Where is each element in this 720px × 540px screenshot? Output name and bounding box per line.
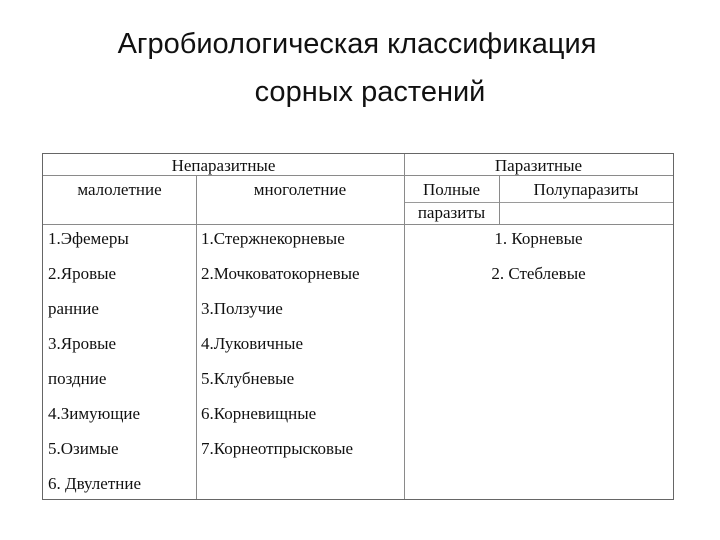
perennial-item: 1.Стержнекорневые bbox=[201, 229, 345, 248]
rule-header-3 bbox=[404, 224, 673, 225]
rule-nonparasitic-split bbox=[196, 175, 197, 499]
perennial-item: 4.Луковичные bbox=[201, 334, 303, 353]
header-perennial: многолетние bbox=[253, 180, 347, 199]
perennial-item: 3.Ползучие bbox=[201, 299, 283, 318]
classification-table bbox=[42, 153, 674, 500]
rule-header-2 bbox=[43, 224, 404, 225]
header-full-parasites-1: Полные bbox=[422, 180, 481, 199]
title-line-1: Агробиологическая классификация bbox=[117, 28, 597, 60]
annual-item: 6. Двулетние bbox=[48, 474, 141, 493]
annual-item: 2.Яровые bbox=[48, 264, 117, 283]
header-parasitic: Паразитные bbox=[494, 156, 583, 175]
annual-item: поздние bbox=[48, 369, 107, 388]
perennial-item: 5.Клубневые bbox=[201, 369, 295, 388]
annual-item: 4.Зимующие bbox=[48, 404, 141, 423]
rule-header-1 bbox=[43, 175, 673, 176]
perennial-item: 6.Корневищные bbox=[201, 404, 317, 423]
header-annual: малолетние bbox=[77, 180, 162, 199]
header-nonparasitic: Непаразитные bbox=[171, 156, 276, 175]
title-line-2: сорных растений bbox=[254, 76, 486, 108]
header-semi-parasites: Полупаразиты bbox=[533, 180, 639, 199]
parasitic-item: 2. Стеблевые bbox=[491, 264, 586, 283]
annual-item: 5.Озимые bbox=[48, 439, 119, 458]
annual-item: 3.Яровые bbox=[48, 334, 117, 353]
perennial-item: 2.Мочковатокорневые bbox=[201, 264, 360, 283]
annual-item: ранние bbox=[48, 299, 99, 318]
annual-item: 1.Эфемеры bbox=[48, 229, 129, 248]
perennial-item: 7.Корнеотпрысковые bbox=[201, 439, 354, 458]
parasitic-item: 1. Корневые bbox=[494, 229, 583, 248]
header-full-parasites-2: паразиты bbox=[417, 203, 486, 222]
